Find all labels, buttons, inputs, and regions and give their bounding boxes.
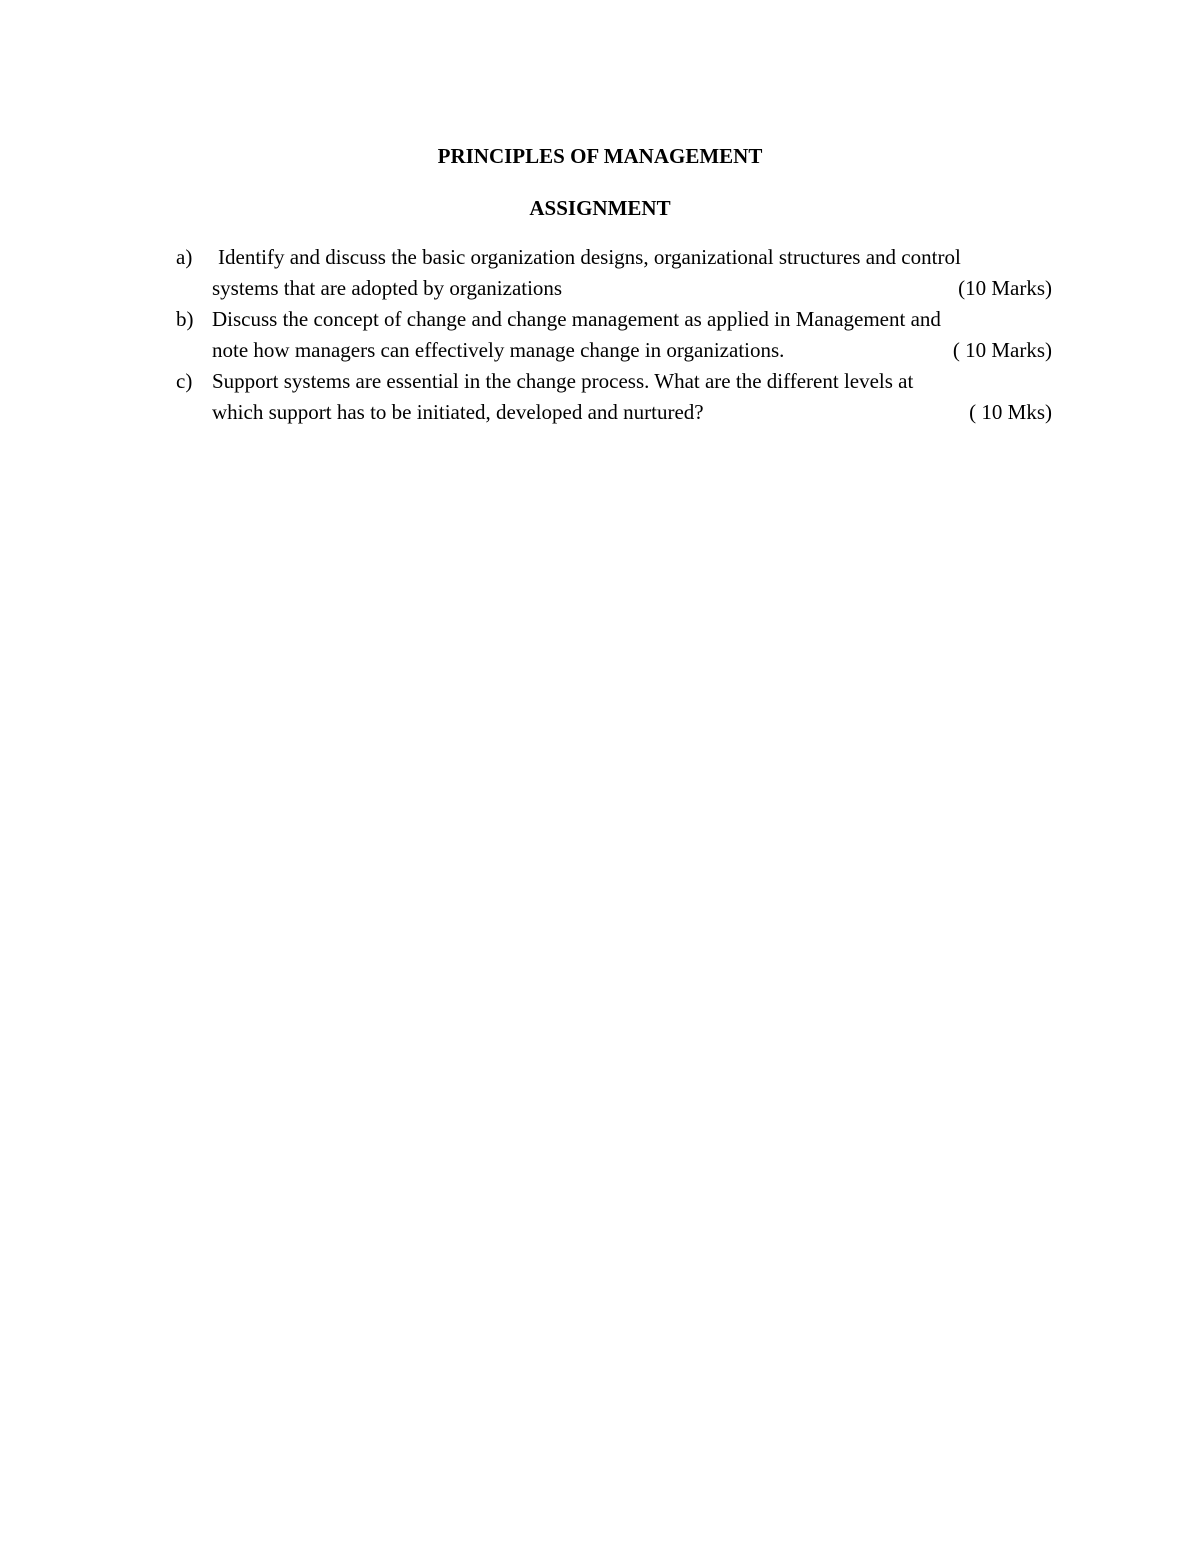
question-text-line: Discuss the concept of change and change management as applied in Management and	[212, 307, 941, 331]
question-text-last-line	[212, 335, 1052, 366]
question-text-line: note how managers can effectively manage change in organizations.	[212, 338, 785, 362]
question-letter: c)	[176, 369, 193, 393]
question-marks: (10 Marks)	[958, 276, 1052, 300]
page-title: PRINCIPLES OF MANAGEMENT	[437, 144, 763, 168]
question-item-b	[176, 304, 1052, 366]
question-marks: ( 10 Mks)	[969, 400, 1052, 424]
page-subtitle: ASSIGNMENT	[529, 196, 671, 220]
question-text-line: systems that are adopted by organizations	[212, 276, 563, 300]
question-item-a	[176, 242, 1052, 304]
question-text-line: Identify and discuss the basic organization designs, organizational structures and control	[218, 245, 961, 269]
question-marks: ( 10 Marks)	[952, 338, 1052, 362]
question-letter: b)	[176, 307, 194, 331]
question-text-line: Support systems are essential in the change process. What are the different levels at	[212, 369, 914, 393]
question-text-last-line	[212, 273, 1052, 304]
question-list	[176, 242, 1052, 428]
question-item-c	[176, 366, 1052, 428]
question-letter: a)	[176, 245, 193, 269]
question-text-last-line	[212, 397, 1052, 428]
question-text-line: which support has to be initiated, developed and nurtured?	[212, 400, 704, 424]
